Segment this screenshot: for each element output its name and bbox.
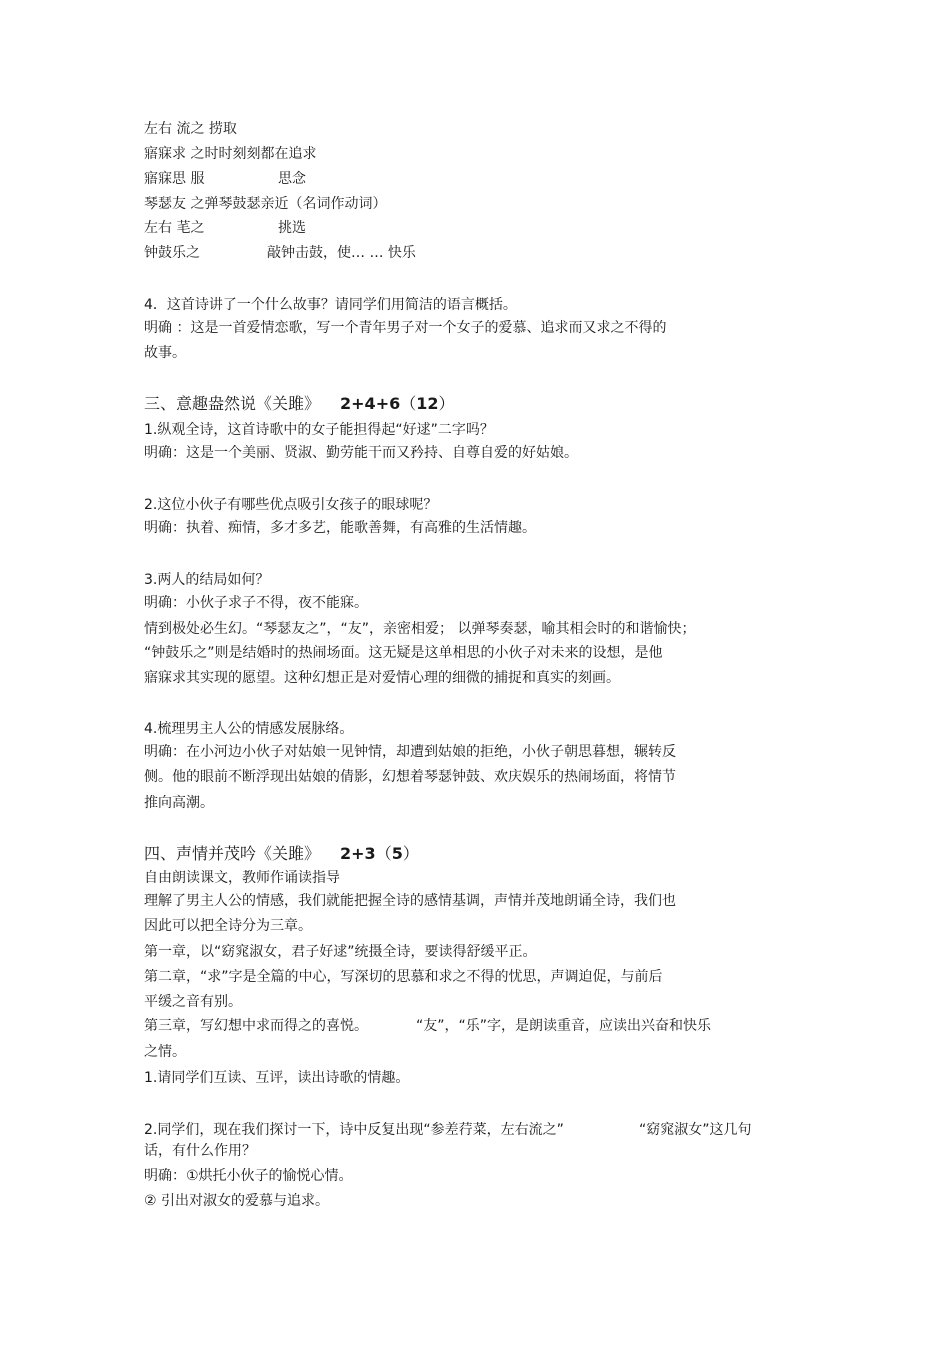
answer-text: 推向高潮。 [144, 795, 214, 811]
glossary-term: 琴瑟友 之弹琴鼓瑟亲近（名词作动词） [144, 196, 387, 212]
question-text [144, 1121, 752, 1139]
body-text: 自由朗读课文，教师作诵读指导 [144, 870, 340, 886]
glossary-term: 左右 芼之 [144, 220, 205, 236]
section-title: 四、声情并茂吟《关雎》 [144, 844, 321, 863]
question-text: 2.这位小伙子有哪些优点吸引女孩子的眼球呢？ [144, 497, 438, 513]
section-score-total: 12 [416, 394, 439, 413]
answer-text: 明确：在小河边小伙子对姑娘一见钟情，却遭到姑娘的拒绝，小伙子朝思暮想，辗转反 [144, 744, 676, 760]
glossary-meaning: 挑选 [278, 220, 306, 236]
answer-text: 寤寐求其实现的愿望。这种幻想正是对爱情心理的细微的捕捉和真实的刻画。 [144, 670, 620, 686]
answer-text: 情到极处必生幻。“琴瑟友之”，“友”，亲密相爱； 以弹琴奏瑟，喻其相会时的和谐愉快； [144, 621, 696, 637]
section-score: 2+4+6 [340, 394, 401, 413]
section-score-total: 5 [391, 844, 403, 863]
question-text: 4.梳理男主人公的情感发展脉络。 [144, 721, 354, 737]
section-title: 三、意趣盎然说《关雎》 [144, 394, 321, 413]
answer-text: 侧。他的眼前不断浮现出姑娘的倩影，幻想着琴瑟钟鼓、欢庆娱乐的热闹场面，将情节 [144, 769, 676, 785]
question-text: 3.两人的结局如何？ [144, 572, 270, 588]
glossary-meaning: 思念 [278, 171, 306, 187]
glossary-line [144, 244, 416, 262]
body-text: 理解了男主人公的情感，我们就能把握全诗的感情基调，声情并茂地朗诵全诗，我们也 [144, 893, 676, 909]
glossary-line [144, 145, 316, 163]
body-text: 之情。 [144, 1044, 186, 1060]
body-text: 第二章，“求”字是全篇的中心，写深切的思慕和求之不得的忧思，声调迫促，与前后 [144, 969, 663, 985]
body-text [144, 1017, 712, 1035]
glossary-line [144, 195, 386, 213]
question-text: 1.纵观全诗，这首诗歌中的女子能担得起“好逑”二字吗？ [144, 422, 494, 438]
body-text: 因此可以把全诗分为三章。 [144, 918, 312, 934]
glossary-meaning: 敲钟击鼓，使… … 快乐 [267, 245, 416, 261]
answer-text: 明确：执着、痴情，多才多艺，能歌善舞，有高雅的生活情趣。 [144, 520, 536, 536]
paren: ） [402, 844, 419, 863]
body-text: 第一章，以“窈窕淑女，君子好逑”统摄全诗，要读得舒缓平正。 [144, 944, 537, 960]
glossary-term: 寤寐思 服 [144, 171, 205, 187]
body-text: 平缓之音有别。 [144, 994, 242, 1010]
paren: （ [400, 394, 417, 413]
answer-text: 明确：这是一个美丽、贤淑、勤劳能干而又矜持、自尊自爱的好姑娘。 [144, 445, 578, 461]
answer-text: “钟鼓乐之”则是结婚时的热闹场面。这无疑是这单相思的小伙子对未来的设想，是他 [144, 645, 663, 661]
question-text: 1.请同学们互读、互评，读出诗歌的情趣。 [144, 1070, 410, 1086]
glossary-term: 左右 流之 捞取 [144, 121, 237, 137]
body-text-part: “友”，“乐”字，是朗读重音，应读出兴奋和快乐 [416, 1018, 712, 1034]
answer-text: 明确：①烘托小伙子的愉悦心情。 [144, 1168, 353, 1184]
glossary-term: 寤寐求 之时时刻刻都在追求 [144, 146, 317, 162]
question-text: 4．这首诗讲了一个什么故事？请同学们用简洁的语言概括。 [144, 297, 517, 313]
question-text: 话，有什么作用？ [144, 1143, 256, 1159]
paren: ） [438, 394, 455, 413]
answer-text: 故事。 [144, 345, 186, 361]
glossary-line [144, 170, 306, 188]
glossary-line [144, 219, 306, 237]
question-text-part: 2.同学们，现在我们探讨一下，诗中反复出现“参差荇菜，左右流之” [144, 1122, 564, 1138]
section-heading [144, 843, 419, 865]
answer-text: 明确 ：这是一首爱情恋歌，写一个青年男子对一个女子的爱慕、追求而又求之不得的 [144, 320, 667, 336]
section-heading [144, 393, 455, 415]
answer-text: 明确：小伙子求子不得，夜不能寐。 [144, 595, 368, 611]
glossary-line [144, 120, 237, 138]
glossary-term: 钟鼓乐之 [144, 245, 200, 261]
paren: （ [375, 844, 392, 863]
body-text-part: 第三章，写幻想中求而得之的喜悦。 [144, 1018, 368, 1034]
section-score: 2+3 [340, 844, 376, 863]
answer-text: ② 引出对淑女的爱慕与追求。 [144, 1193, 330, 1209]
question-text-part: “窈窕淑女”这几句 [639, 1122, 752, 1138]
